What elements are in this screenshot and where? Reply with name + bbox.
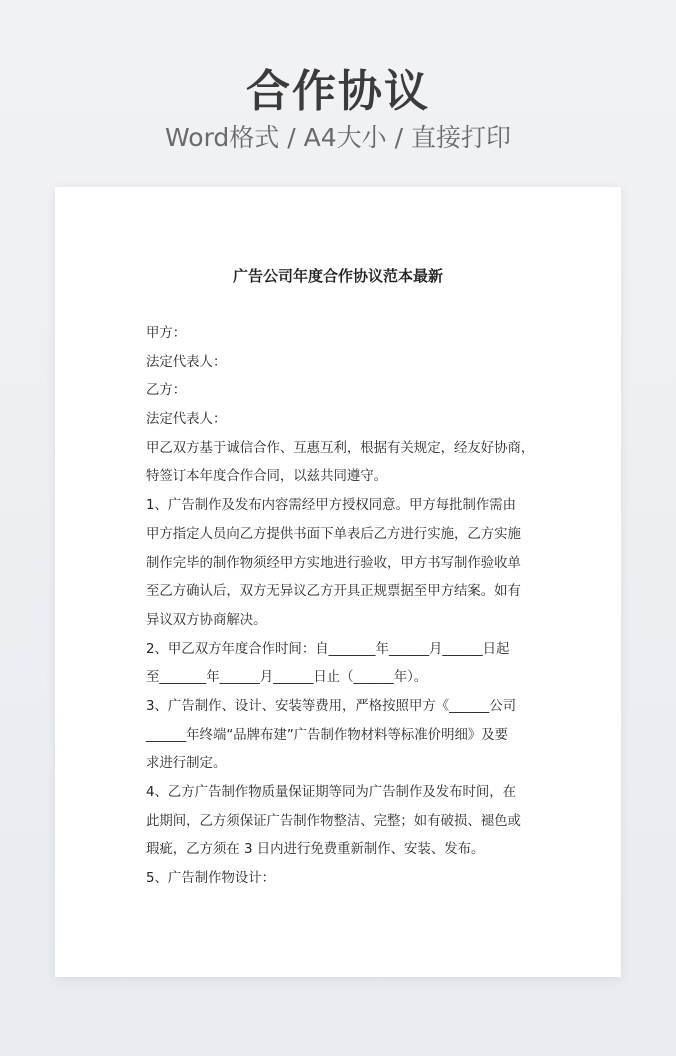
page-subtitle: Word格式 / A4大小 / 直接打印 xyxy=(165,123,511,152)
clause-2-line: 2、甲乙双方年度合作时间：自_______年______月______日起 xyxy=(146,641,510,657)
party-b-line: 乙方： xyxy=(146,383,187,399)
clause-3-line: ______年终端“品牌布建”广告制作物材料等标准价明细》及要 xyxy=(146,727,509,743)
clause-1-line: 制作完毕的制作物须经甲方实地进行验收，甲方书写制作验收单 xyxy=(146,555,521,571)
clause-1-line: 甲方指定人员向乙方提供书面下单表后乙方进行实施，乙方实施 xyxy=(146,526,521,542)
party-b-representative-line: 法定代表人： xyxy=(146,412,227,428)
clause-4-line: 瑕疵，乙方须在 3 日内进行免费重新制作、安装、发布。 xyxy=(146,842,485,858)
clause-1-line: 异议双方协商解决。 xyxy=(146,612,267,628)
clause-4-line: 此期间，乙方须保证广告制作物整洁、完整；如有破损、褪色或 xyxy=(146,813,521,829)
paragraph-line: 特签订本年度合作合同，以兹共同遵守。 xyxy=(146,469,388,485)
page-title: 合作协议 xyxy=(246,66,430,117)
document-page xyxy=(55,187,621,977)
clause-5-line: 5、广告制作物设计： xyxy=(146,871,276,887)
clause-4-line: 4、乙方广告制作物质量保证期等同为广告制作及发布时间，在 xyxy=(146,785,517,800)
clause-1-line: 至乙方确认后，双方无异议乙方开具正规票据至甲方结案。如有 xyxy=(146,584,521,600)
paragraph-line: 甲乙双方基于诚信合作、互惠互利，根据有关规定，经友好协商， xyxy=(146,440,535,456)
document-body xyxy=(146,320,544,894)
party-a-line: 甲方： xyxy=(146,326,187,341)
clause-1-line: 1、广告制作及发布内容需经甲方授权同意。甲方每批制作需由 xyxy=(146,498,517,514)
clause-2-line: 至_______年______月______日止（______年）。 xyxy=(146,670,428,686)
party-a-representative-line: 法定代表人： xyxy=(146,354,227,370)
clause-3-line: 求进行制定。 xyxy=(146,756,227,772)
clause-3-line: 3、广告制作、设计、安装等费用，严格按照甲方《______公司 xyxy=(146,698,517,714)
document-title: 广告公司年度合作协议范本最新 xyxy=(232,267,443,285)
